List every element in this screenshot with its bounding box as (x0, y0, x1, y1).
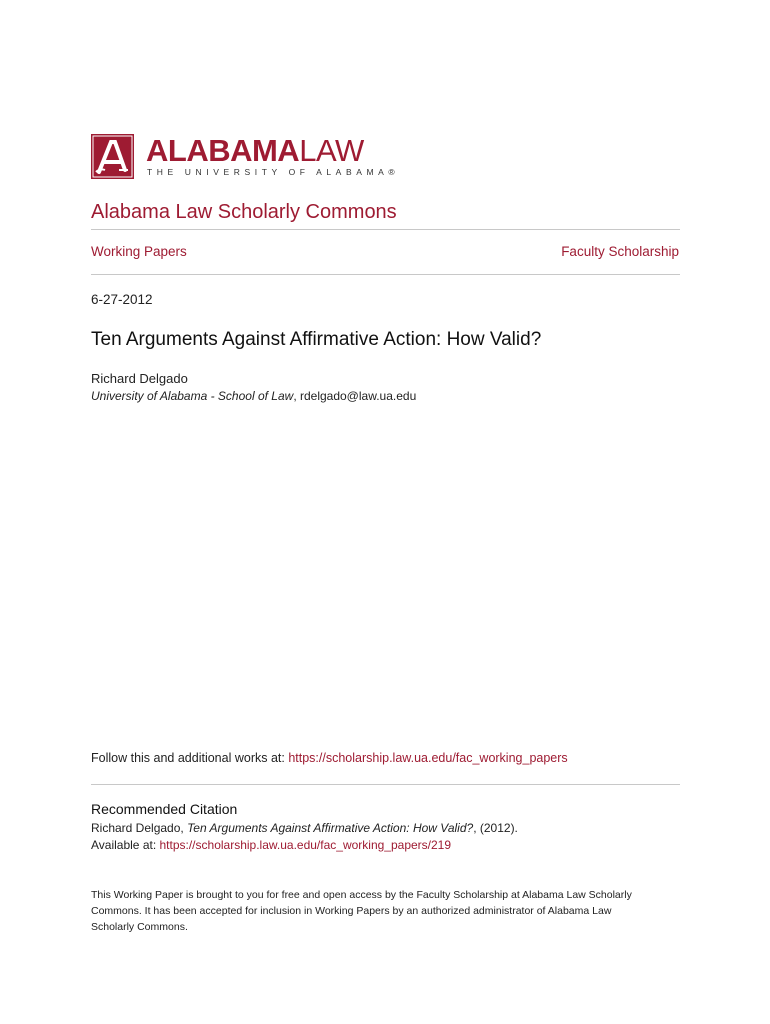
citation-availability (91, 838, 451, 852)
follow-link[interactable]: https://scholarship.law.ua.edu/fac_working_papers (288, 751, 568, 765)
divider (91, 274, 680, 275)
citation-line (91, 821, 518, 835)
working-papers-link[interactable]: Working Papers (91, 244, 187, 259)
author-name: Richard Delgado (91, 371, 188, 386)
divider (91, 229, 680, 230)
faculty-scholarship-link[interactable]: Faculty Scholarship (561, 244, 679, 259)
logo-wordmark (146, 133, 364, 169)
citation-link[interactable]: https://scholarship.law.ua.edu/fac_working_papers/219 (159, 838, 452, 852)
alabama-a-logo-icon (91, 134, 134, 179)
publication-date: 6-27-2012 (91, 292, 153, 307)
citation-title: Ten Arguments Against Affirmative Action: How Valid? (187, 821, 474, 835)
available-prefix: Available at: (91, 838, 160, 852)
follow-line (91, 751, 568, 765)
follow-prefix: Follow this and additional works at: (91, 751, 289, 765)
logo-word-bold: ALABAMA (146, 133, 300, 168)
paper-title: Ten Arguments Against Affirmative Action: How Valid? (91, 329, 542, 350)
citation-heading: Recommended Citation (91, 801, 238, 817)
divider (91, 784, 680, 785)
author-email: , rdelgado@law.ua.edu (293, 389, 417, 403)
repository-title[interactable]: Alabama Law Scholarly Commons (91, 201, 397, 223)
logo-word-light: LAW (299, 133, 364, 168)
citation-suffix: , (2012). (473, 821, 518, 835)
citation-author: Richard Delgado, (91, 821, 188, 835)
affiliation-name: University of Alabama - School of Law (91, 389, 294, 403)
author-affiliation (91, 389, 416, 403)
access-notice: This Working Paper is brought to you for free and open access by the Faculty Scholarship at Alabama Law Scholarly Commons. It has been accepted for inclusion in Working Papers by an authorized administrator of Alabama Law Scholarly Commons. (91, 889, 632, 933)
logo-subtitle: THE UNIVERSITY OF ALABAMA® (147, 167, 400, 177)
